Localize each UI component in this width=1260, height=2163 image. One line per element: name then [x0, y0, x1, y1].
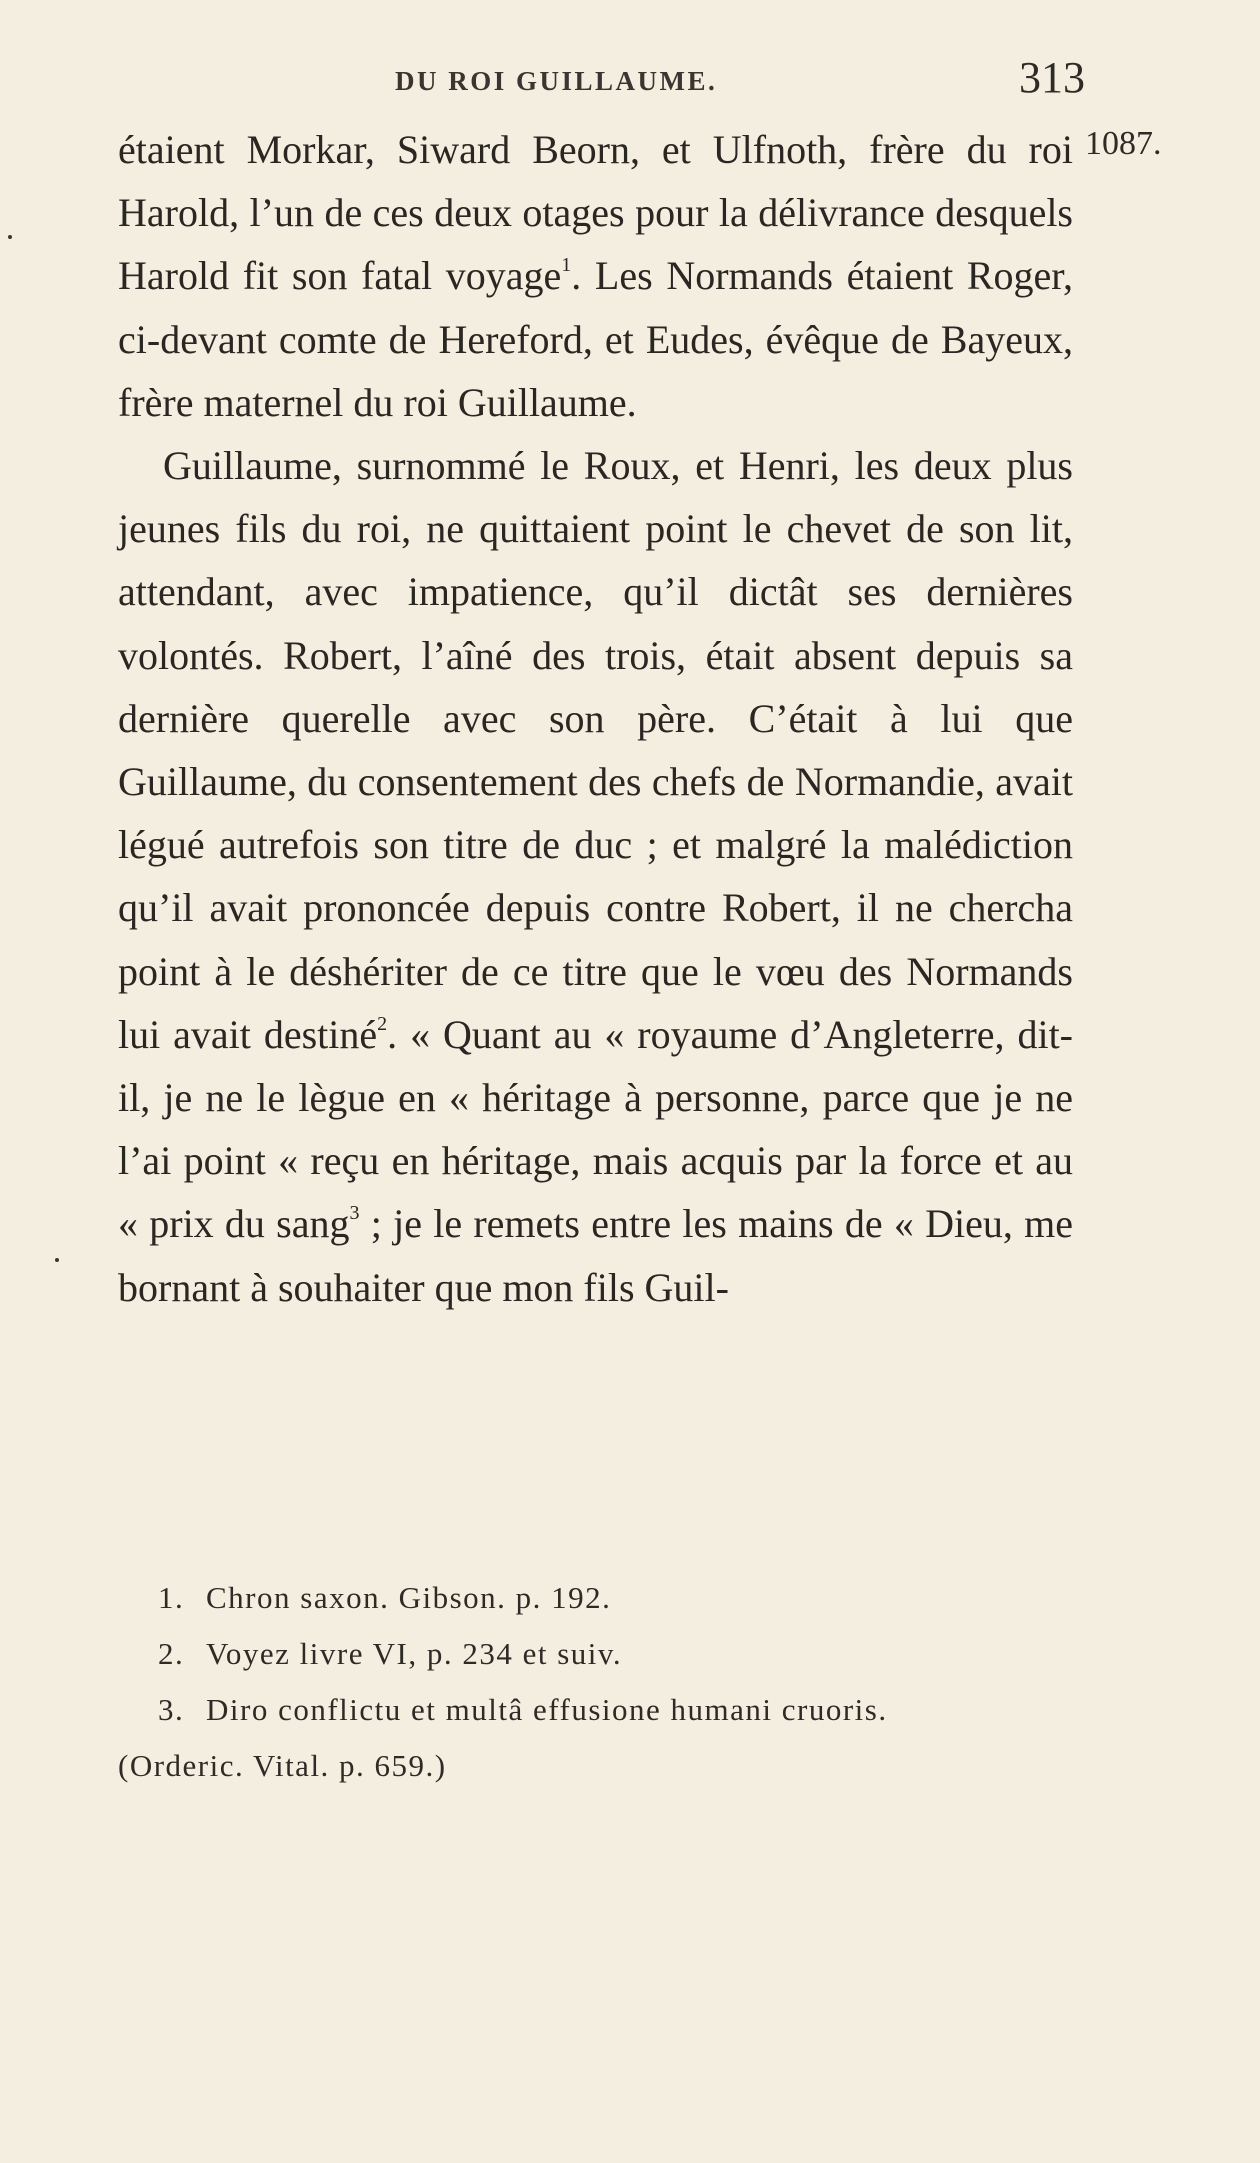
footnote-number: 1. — [158, 1580, 185, 1615]
paragraph-2-text-a: Guillaume, surnommé le Roux, et Henri, les deux plus jeunes fils du roi, ne quittaient point le chevet de son lit, attendant, avec impatience, qu’il dictât ses dernières volontés. Robert, l’aîné des trois, était absent depuis sa dernière querelle avec son père. C’était à lui que Guillaume, du consentement des chefs de Normandie, avait légué autrefois son titre de duc ; et malgré la malédiction qu’il avait prononcée depuis contre Robert, il ne chercha point à le déshériter de ce titre que le vœu des Normands lui avait destiné — [118, 443, 1073, 1057]
paragraph-2-text-b: . « Quant au « royaume d’Angleterre, dit-il, je ne le lègue en « héritage à personne, parce que je ne l’ai point « reçu en héritage, mais acquis par la force et au « prix du sang — [118, 1011, 1073, 1247]
footnote-number: 3. — [158, 1692, 185, 1727]
page-number: 313 — [1019, 53, 1085, 102]
footnote-ref-2: 2 — [377, 1012, 388, 1035]
footnote-number: 2. — [158, 1636, 185, 1671]
paragraph-1-text-b: . Les Normands étaient Roger, ci-devant comte de Hereford, et Eudes, évêque de Bayeux, frère maternel du roi Guillaume. — [118, 253, 1073, 425]
footnote-ref-1: 1 — [561, 254, 572, 277]
footnote-text: Voyez livre VI, p. 234 et suiv. — [206, 1636, 623, 1671]
body-text — [118, 118, 1073, 1319]
footnote-3 — [158, 1682, 1078, 1738]
paragraph-2 — [118, 434, 1073, 1319]
footnote-2 — [158, 1626, 1078, 1682]
margin-year-note: 1087. — [1085, 125, 1162, 162]
ink-speck — [55, 1258, 59, 1262]
running-head — [395, 52, 1085, 112]
footnote-text: Chron saxon. Gibson. p. 192. — [206, 1580, 612, 1615]
paragraph-1-text-a: étaient Morkar, Siward Beorn, et Ulfnoth, frère du roi Harold, l’un de ces deux otages pour la délivrance desquels Harold fit son fatal voyage — [118, 127, 1073, 299]
footnote-3-continuation: (Orderic. Vital. p. 659.) — [118, 1748, 447, 1783]
paragraph-2-text-c: ; je le remets entre les mains de « Dieu, me bornant à souhaiter que mon fils Guil- — [118, 1201, 1073, 1310]
paragraph-1 — [118, 118, 1073, 434]
footnote-1 — [158, 1570, 1078, 1626]
footnote-text: Diro conflictu et multâ effusione humani cruoris. — [206, 1692, 888, 1727]
ink-speck — [8, 235, 12, 239]
footnotes — [118, 1570, 1078, 1794]
running-head-title: DU ROI GUILLAUME. — [395, 66, 718, 96]
footnote-ref-3: 3 — [349, 1202, 360, 1225]
